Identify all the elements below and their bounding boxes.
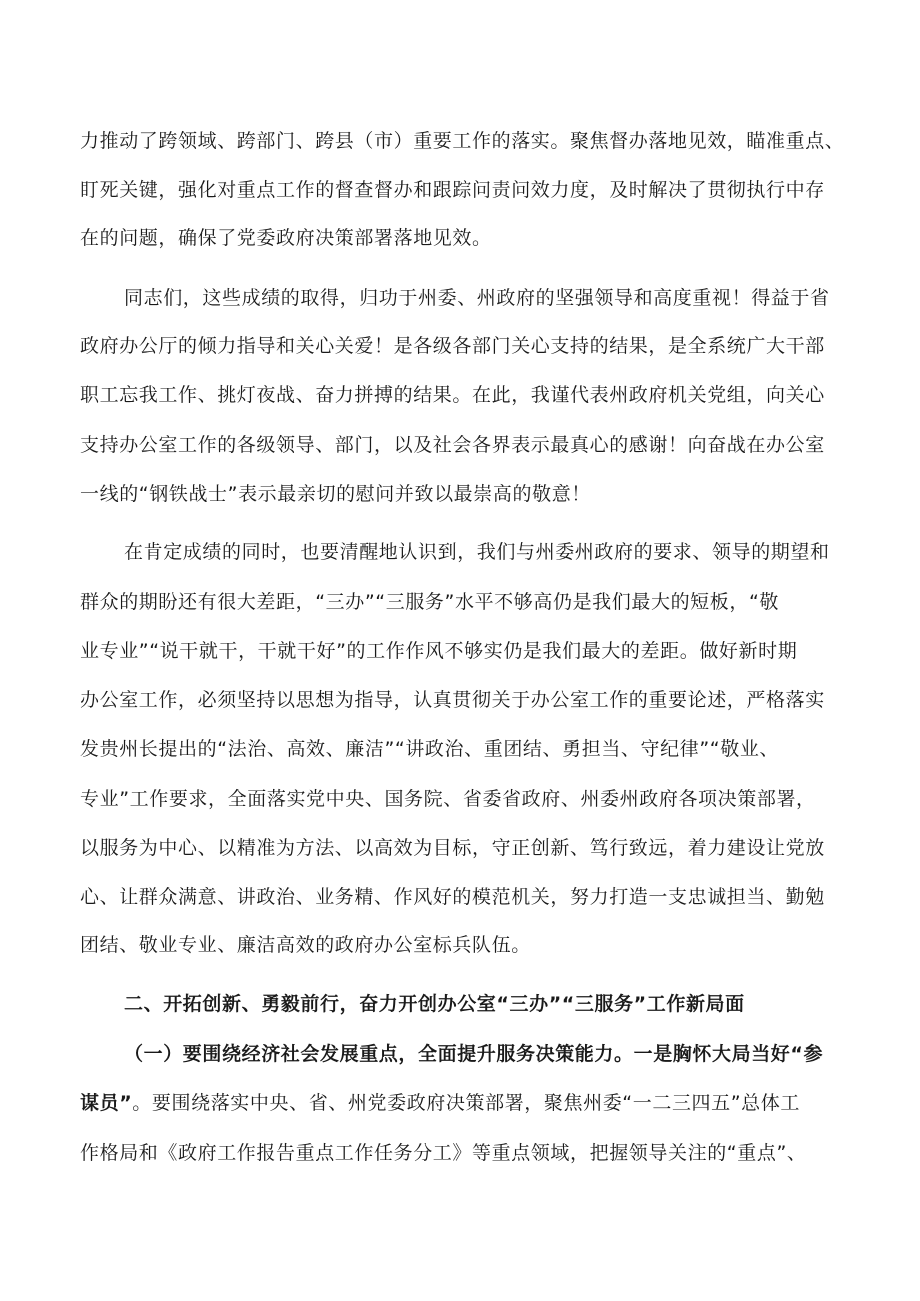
subsection-heading-tail: 谋员” [80,1092,133,1114]
paragraph-line: 专业”工作要求，全面落实党中央、国务院、省委省政府、州委州政府各项决策部署， [80,788,816,810]
paragraph-line: 盯死关键，强化对重点工作的督查督办和跟踪问责问效力度，及时解决了贯彻执行中存 [80,179,825,201]
paragraph-line: 团结、敬业专业、廉洁高效的政府办公室标兵队伍。 [80,934,531,956]
paragraph-text: 。要围绕落实中央、省、州党委政府决策部署，聚焦州委“一二三四五”总体工 [132,1092,800,1114]
paragraph-line: 同志们，这些成绩的取得，归功于州委、州政府的坚强领导和高度重视！得益于省 [124,287,830,309]
paragraph-line: 职工忘我工作、挑灯夜战、奋力拼搏的结果。在此，我谨代表州政府机关党组，向关心 [80,384,825,406]
paragraph-line: 业专业”“说干就干，干就干好”的工作作风不够实仍是我们最大的差距。做好新时期 [80,640,798,662]
section-heading: 二、开拓创新、勇毅前行，奋力开创办公室“三办”“三服务”工作新局面 [124,993,745,1015]
paragraph-line: 办公室工作，必须坚持以思想为指导，认真贯彻关于办公室工作的重要论述，严格落实 [80,689,825,711]
paragraph-line: 力推动了跨领域、跨部门、跨县（市）重要工作的落实。聚焦督办落地见效，瞄准重点、 [80,130,845,152]
paragraph-line: 政府办公厅的倾力指导和关心关爱！是各级各部门关心支持的结果，是全系统广大干部 [80,335,825,357]
paragraph-line: 在的问题，确保了党委政府决策部署落地见效。 [80,227,492,249]
subsection-heading: （一）要围绕经济社会发展重点，全面提升服务决策能力。一是胸怀大局当好“参 [124,1043,824,1065]
paragraph-line: 一线的“钢铁战士”表示最亲切的慰问并致以最崇高的敬意！ [80,483,591,505]
paragraph-line: 在肯定成绩的同时，也要清醒地认识到，我们与州委州政府的要求、领导的期望和 [124,541,830,563]
paragraph-line: 群众的期盼还有很大差距，“三办”“三服务”水平不够高仍是我们最大的短板，“敬 [80,591,780,613]
paragraph-line: 作格局和《政府工作报告重点工作任务分工》等重点领域，把握领导关注的“重点”、 [80,1142,807,1164]
paragraph-line: 发贵州长提出的“法治、高效、廉洁”“讲政治、重团结、勇担当、守纪律”“敬业、 [80,738,780,760]
paragraph-line: 以服务为中心、以精准为方法、以高效为目标，守正创新、笃行致远，着力建设让党放 [80,837,825,859]
paragraph-line [80,1091,800,1115]
paragraph-line: 支持办公室工作的各级领导、部门，以及社会各界表示最真心的感谢！向奋战在办公室 [80,434,825,456]
paragraph-line: 心、让群众满意、讲政治、业务精、作风好的模范机关，努力打造一支忠诚担当、勤勉 [80,886,825,908]
